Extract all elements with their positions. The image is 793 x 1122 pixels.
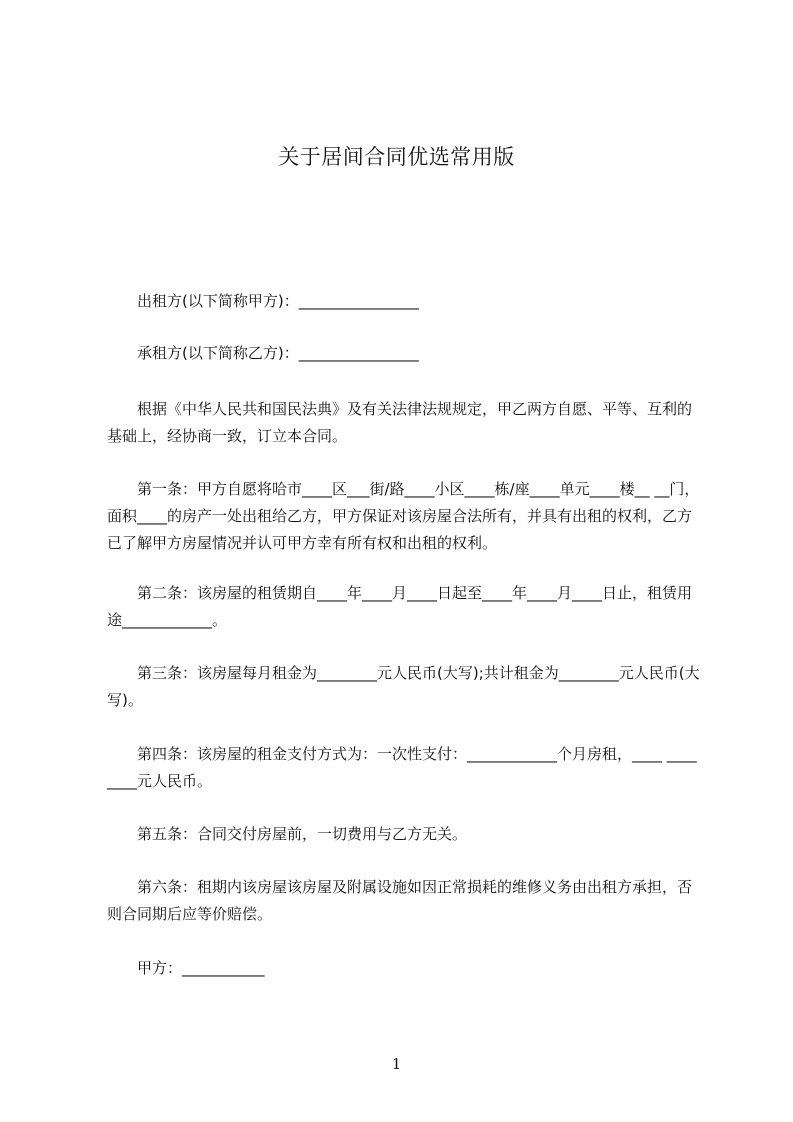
article-1-paragraph: 第一条：甲方自愿将哈市____区___街/路____小区____栋/座____单元____楼__ __门，面积____的房产一处出租给乙方，甲方保证对该房屋合法所有，并具有出租的权利，乙方已了解甲方房屋情况并认可甲方幸有所有权和出租的权利。	[107, 480, 700, 552]
party-a-signature-line: 甲方：___________	[137, 959, 265, 977]
article-5-paragraph: 第五条：合同交付房屋前，一切费用与乙方无关。	[137, 825, 468, 843]
article-4-paragraph: 第四条：该房屋的租金支付方式为：一次性支付：____________个月房租，____ ________元人民币。	[107, 745, 697, 790]
article-3-paragraph: 第三条：该房屋每月租金为________元人民币(大写);共计租金为________元人民币(大写)。	[107, 664, 700, 709]
preamble-paragraph: 根据《中华人民共和国民法典》及有关法律法规规定，甲乙两方自愿、平等、互利的基础上，经协商一致，订立本合同。	[107, 400, 693, 445]
document-title: 关于居间合同优选常用版	[278, 145, 515, 169]
lessee-line: 承租方(以下简称乙方)：________________	[137, 344, 419, 362]
page-number: 1	[391, 1055, 402, 1073]
lessor-line: 出租方(以下简称甲方)：________________	[137, 292, 419, 310]
article-6-paragraph: 第六条：租期内该房屋该房屋及附属设施如因正常损耗的维修义务由出租方承担，否则合同期后应等价赔偿。	[107, 878, 693, 923]
article-2-paragraph: 第二条：该房屋的租赁期自____年____月____日起至____年____月____日止，租赁用途____________。	[107, 584, 693, 629]
